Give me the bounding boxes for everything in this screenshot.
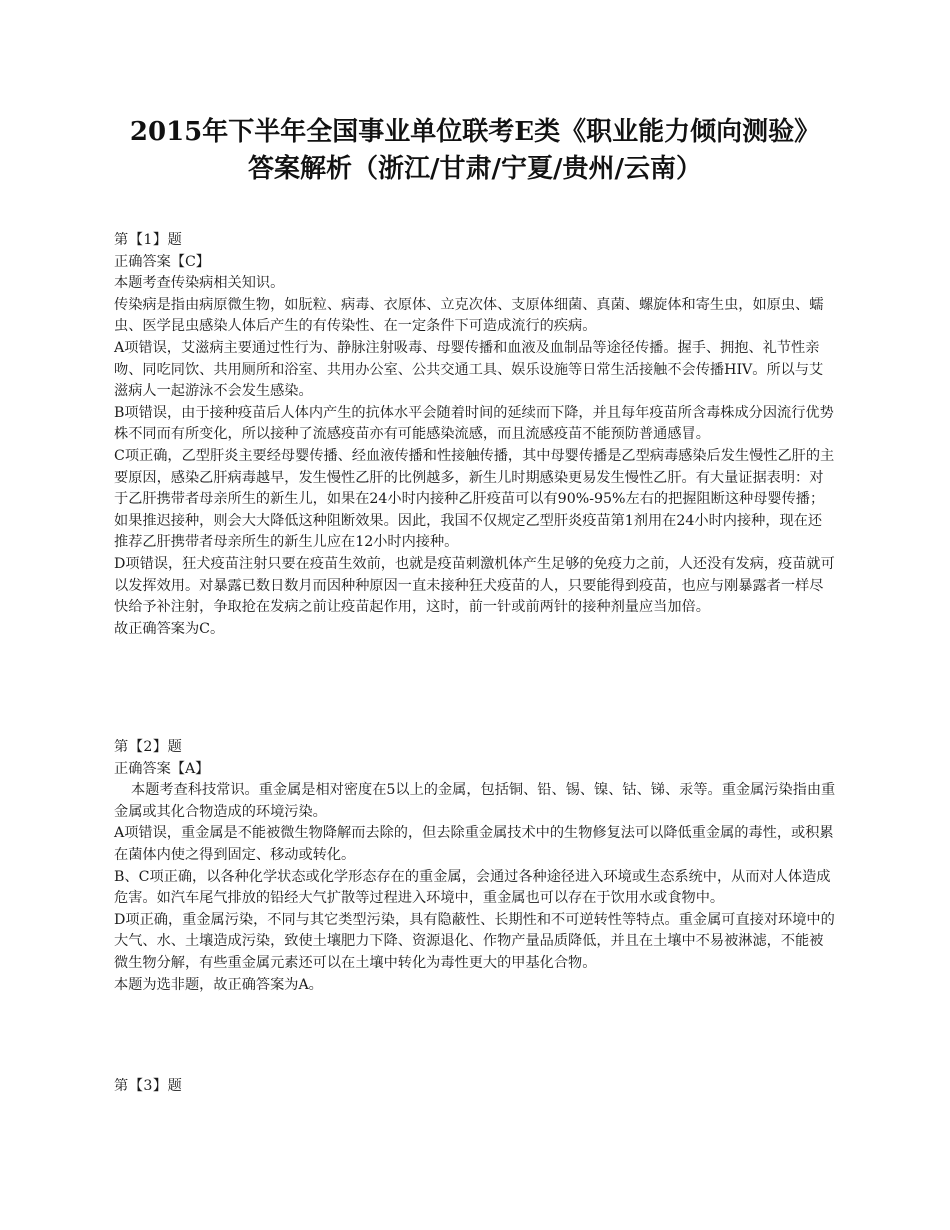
explanation-paragraph: A项错误，重金属是不能被微生物降解而去除的，但去除重金属技术中的生物修复法可以降低重金属的毒性，或积累在菌体内使之得到固定、移动或转化。 [114,825,834,863]
question-2-section [114,737,836,996]
question-1-section [114,230,836,640]
question-3-section [114,1076,836,1098]
question-heading: 第【1】题 [114,232,183,248]
explanation-paragraph: B、C项正确，以各种化学状态或化学形态存在的重金属，会通过各种途径进入环境或生态系统中，从而对人体造成危害。如汽车尾气排放的铅经大气扩散等过程进入环境中，重金属也可以存在于饮用水或食物中。 [114,868,831,907]
explanation-paragraph: A项错误，艾滋病主要通过性行为、静脉注射吸毒、母婴传播和血液及血制品等途径传播。握手、拥抱、礼节性亲吻、同吃同饮、共用厕所和浴室、共用办公室、公共交通工具、娱乐设施等日常生活接触不会传播HIV。所以与艾滋病人一起游泳不会发生感染。 [114,339,824,400]
correct-answer: 正确答案【C】 [114,253,210,270]
explanation-paragraph: 本题考查传染病相关知识。 [114,275,285,292]
explanation-paragraph: 传染病是指由病原微生物，如朊粒、病毒、衣原体、立克次体、支原体细菌、真菌、螺旋体和寄生虫，如原虫、蠕虫、医学昆虫感染人体后产生的有传染性、在一定条件下可造成流行的疾病。 [114,296,824,335]
conclusion: 本题为选非题，故正确答案为A。 [114,976,323,993]
title-line-2: 答案解析（浙江/甘肃/宁夏/贵州/云南） [248,154,702,184]
explanation-paragraph: B项错误，由于接种疫苗后人体内产生的抗体水平会随着时间的延续而下降，并且每年疫苗所含毒株成分因流行优势株不同而有所变化，所以接种了流感疫苗亦有可能感染流感，而且流感疫苗不能预防普通感冒。 [114,404,834,443]
explanation-paragraph: 本题考查科技常识。重金属是相对密度在5以上的金属，包括铜、铅、锡、镍、钴、锑、汞等。重金属污染指由重金属或其化合物造成的环境污染。 [114,782,836,820]
question-heading: 第【2】题 [114,739,183,755]
conclusion: 故正确答案为C。 [114,620,225,637]
title-line-1: 2015年下半年全国事业单位联考E类《职业能力倾向测验》 [129,117,821,147]
correct-answer: 正确答案【A】 [114,760,210,777]
explanation-paragraph: D项错误，狂犬疫苗注射只要在疫苗生效前，也就是疫苗刺激机体产生足够的免疫力之前，人还没有发病，疫苗就可以发挥效用。对暴露已数日数月而因种种原因一直未接种狂犬疫苗的人，只要能得到疫苗，也应与刚暴露者一样尽快给予补注射，争取抢在发病之前让疫苗起作用，这时，前一针或前两针的接种剂量应当加倍。 [114,555,835,616]
explanation-paragraph: D项正确，重金属污染，不同与其它类型污染，具有隐蔽性、长期性和不可逆转性等特点。重金属可直接对环境中的大气、水、土壤造成污染，致使土壤肥力下降、资源退化、作物产量品质降低，并且在土壤中不易被淋滤，不能被微生物分解，有些重金属元素还可以在土壤中转化为毒性更大的甲基化合物。 [114,911,835,971]
question-heading: 第【3】题 [114,1078,183,1094]
explanation-paragraph: C项正确，乙型肝炎主要经母婴传播、经血液传播和性接触传播，其中母婴传播是乙型病毒感染后发生慢性乙肝的主要原因，感染乙肝病毒越早，发生慢性乙肝的比例越多，新生儿时期感染更易发生慢性乙肝。有大量证据表明：对于乙肝携带者母亲所生的新生儿，如果在24小时内接种乙肝疫苗可以有90%-95%左右的把握阻断这种母婴传播；如果推迟接种，则会大大降低这种阻断效果。因此，我国不仅规定乙型肝炎疫苗第1剂用在24小时内接种，现在还推荐乙肝携带者母亲所生的新生儿应在12小时内接种。 [114,447,835,551]
document-title [60,114,890,188]
